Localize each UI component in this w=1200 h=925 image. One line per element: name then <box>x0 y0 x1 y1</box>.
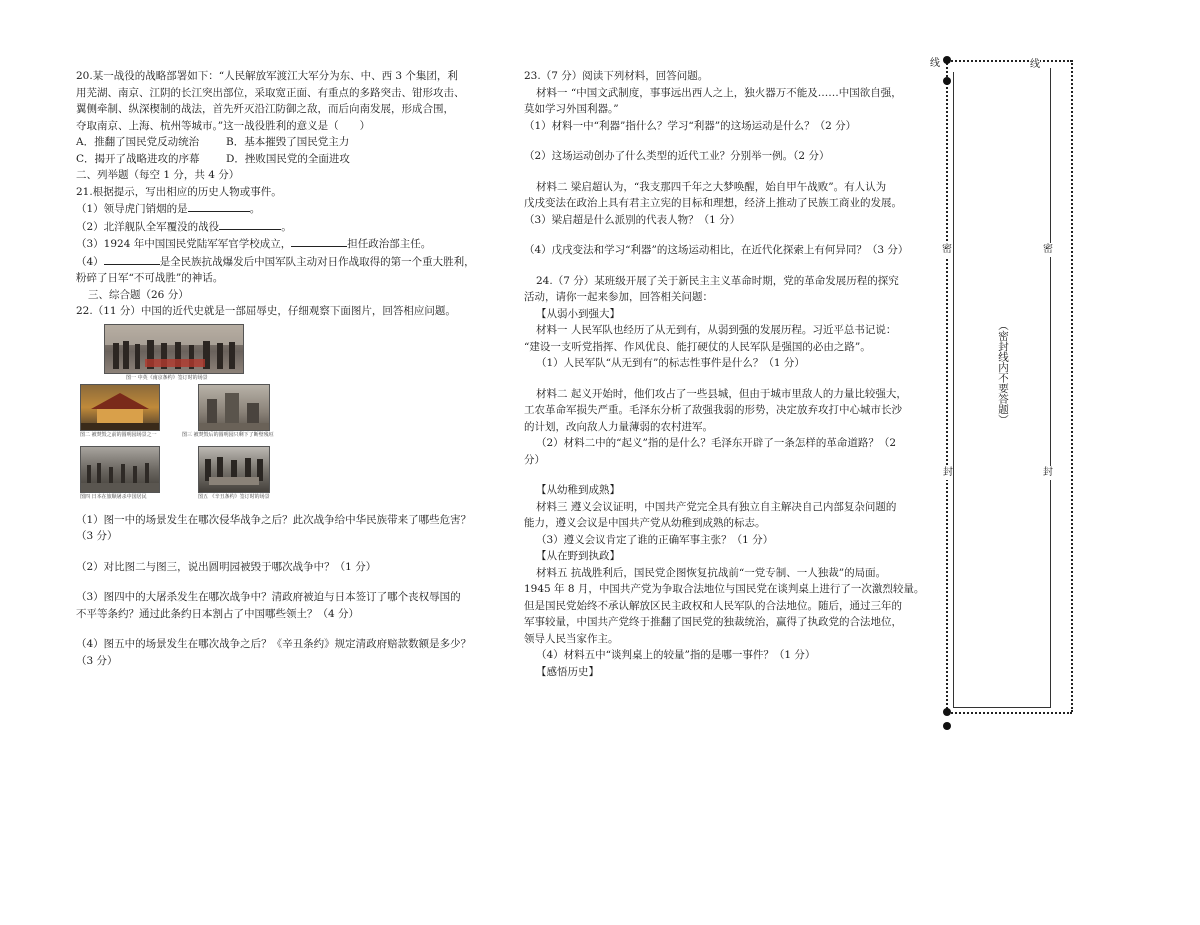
figure-2-caption: 图二 被焚毁之前的圆明园场景之一 <box>80 431 157 438</box>
figure-4 <box>80 446 178 501</box>
figure-1-caption: 图一 中英《南京条约》签订时的场景 <box>126 374 208 381</box>
q23-material-2-line-1: 材料二 梁启超认为，“我支那四千年之大梦唤醒，始自甲午战败”。有人认为 <box>536 180 887 193</box>
q20-option-d: D．挫败国民党的全面进攻 <box>226 152 350 165</box>
q24-subq-1: （1）人民军队“从无到有”的标志性事件是什么？（1 分） <box>536 357 805 369</box>
q22-subq-2: （2）对比图二与图三，说出圆明园被毁于哪次战争中？（1 分） <box>76 560 377 573</box>
q24-heading-3: 【从在野到执政】 <box>536 550 620 562</box>
q21-item-4: （4） 是全民族抗战爆发后中国军队主动对日作战取得的第一个重大胜利， <box>76 253 494 271</box>
figure-5-caption: 图五 《辛丑条约》签订时的场景 <box>198 493 270 500</box>
q23-material-1-line-2: 莫如学习外国利器。” <box>524 103 619 115</box>
q23-subq-1: （1）材料一中“利器”指什么？学习“利器”的这场运动是什么？（2 分） <box>524 119 857 132</box>
mark-mi-right: 密 <box>1043 244 1053 255</box>
q23-subq-2: （2）这场运动创办了什么类型的近代工业？分别举一例。（2 分） <box>524 150 830 162</box>
q24-heading-4: 【感悟历史】 <box>536 665 599 678</box>
answer-space <box>76 575 494 589</box>
answer-space <box>524 134 934 148</box>
mark-mi-left: 密 <box>942 244 952 255</box>
q23-material-1-line-1: 材料一 “中国文武制度，事事远出西人之上，独火器万不能及……中国欲自强， <box>536 86 902 99</box>
q20-line-1: 20.某一战役的战略部署如下：“人民解放军渡江大军分为东、中、西 3 个集团，利 <box>76 70 458 82</box>
q24-subq-3: （3）遵义会议肯定了谁的正确军事主张？（1 分） <box>536 533 774 546</box>
palace-ruins-photo <box>199 385 269 430</box>
right-column <box>524 68 934 680</box>
figure-5 <box>182 446 294 501</box>
answer-space <box>524 259 934 273</box>
q20-option-c: C．揭开了战略进攻的序幕 <box>76 152 200 165</box>
q23-subq-3: （3）梁启超是什么派别的代表人物？（1 分） <box>524 213 741 226</box>
answer-space <box>524 165 934 179</box>
q24-heading-1: 【从弱小到强大】 <box>536 307 620 320</box>
q21-stem: 21.根据提示，写出相应的历史人物或事件。 <box>76 185 282 198</box>
mark-feng-right: 封 <box>1043 467 1053 478</box>
q24-material-2-line-3: 的计划，改向敌人力量薄弱的农村进军。 <box>524 420 713 433</box>
q24-material-1-line-1: 材料一 人民军队也经历了从无到有，从弱到强的发展历程。习近平总书记说： <box>536 324 897 336</box>
q23-subq-4: （4）戊戌变法和学习“利器”的这场运动相比，在近代化探索上有何异同？（3 分） <box>524 244 909 256</box>
figure-4-photo <box>80 446 160 493</box>
question-22 <box>76 303 494 669</box>
q24-material-2-line-2: 工农革命军损失严重。毛泽东分析了敌强我弱的形势，决定放弃攻打中心城市长沙 <box>524 404 902 416</box>
answer-space <box>524 468 934 482</box>
q20-line-3: 翼侧牵制、纵深楔制的战法，首先歼灭沿江防御之敌，而后向南发展，形成合围， <box>76 103 454 115</box>
binding-hole-top <box>943 56 951 64</box>
q24-material-3-line-1: 材料三 遵义会议证明，中国共产党完全具有独立自主解决自己内部复杂问题的 <box>536 500 897 513</box>
q21-item-4-cont: 粉碎了日军“不可战胜”的神话。 <box>76 272 224 284</box>
q20-option-a: A．推翻了国民党反动统治 <box>76 136 200 148</box>
question-20 <box>76 68 494 167</box>
seal-line-note: （密封线内不要答题） <box>997 320 1009 425</box>
lushun-massacre-photo <box>81 447 159 492</box>
answer-blank[interactable] <box>219 218 281 230</box>
figure-2 <box>80 384 178 439</box>
q21-item-1: （1）领导虎门销烟的是 。 <box>76 200 494 218</box>
q24-material-5-line-2: 1945 年 8 月，中国共产党为争取合法地位与国民党在谈判桌上进行了一次激烈较量。 <box>524 583 925 595</box>
question-23 <box>524 68 934 259</box>
q24-subq-2-line-2: 分） <box>524 453 545 466</box>
question-21 <box>76 184 494 287</box>
q22-subq-4-line-2: （3 分） <box>76 654 118 667</box>
figure-1 <box>104 324 244 382</box>
section-3-title: 三、综合题（26 分） <box>88 288 189 301</box>
binding-dotted-line-bottom <box>948 712 1072 714</box>
q20-line-2: 用芜湖、南京、江阴的长江突出部位，采取宽正面、有重点的多路突击、钳形攻击、 <box>76 86 465 99</box>
binding-dotted-line-right <box>1071 60 1073 712</box>
q22-subq-3-line-1: （3）图四中的大屠杀发生在哪次战争中？清政府被迫与日本签订了哪个丧权辱国的 <box>76 591 461 603</box>
treaty-signing-photo <box>105 325 243 373</box>
figure-5-photo <box>198 446 270 493</box>
boxer-protocol-signing-photo <box>199 447 269 492</box>
mark-feng-left: 封 <box>943 467 953 478</box>
q24-material-2-line-1: 材料二 起义开始时，他们攻占了一些县城，但由于城市里敌人的力量比较强大， <box>536 387 907 400</box>
answer-space <box>524 228 934 242</box>
left-column <box>76 68 494 669</box>
answer-space <box>524 372 934 386</box>
answer-blank[interactable] <box>188 200 250 212</box>
binding-hole <box>943 722 951 730</box>
figure-4-caption: 图四 日本在旅顺屠杀中国居民 <box>80 493 147 500</box>
figure-3-photo <box>198 384 270 431</box>
answer-blank[interactable] <box>104 253 160 265</box>
q24-material-5-line-1: 材料五 抗战胜利后，国民党企图恢复抗战前“一党专制、一人独裁”的局面。 <box>536 566 887 579</box>
binding-dotted-line-top <box>948 60 1072 62</box>
figure-1-photo <box>104 324 244 374</box>
q20-options-row-2 <box>76 151 494 168</box>
q20-line-4: 夺取南京、上海、杭州等城市。”这一战役胜利的意义是（ ） <box>76 119 371 132</box>
q22-stem: 22.（11 分）中国的近代史就是一部屈辱史，仔细观察下面图片，回答相应问题。 <box>76 305 456 317</box>
q22-subq-4-line-1: （4）图五中的场景发生在哪次战争之后？《辛丑条约》规定清政府赔款数额是多少？ <box>76 638 472 650</box>
seal-line-bottom <box>953 707 1051 708</box>
q20-options-row-1 <box>76 134 494 151</box>
question-24 <box>524 273 934 681</box>
q24-stem-line-1: 24.（7 分）某班级开展了关于新民主主义革命时期，党的革命发展历程的探究 <box>536 274 899 287</box>
q24-material-3-line-2: 能力，遵义会议是中国共产党从幼稚到成熟的标志。 <box>524 517 766 529</box>
section-2-title: 二、列举题（每空 1 分，共 4 分） <box>76 169 240 181</box>
mark-xian-right: 线 <box>1030 59 1040 70</box>
q22-subq-1-line-1: （1）图一中的场景发生在哪次侵华战争之后？此次战争给中华民族带来了哪些危害？ <box>76 513 472 526</box>
q22-subq-1-line-2: （3 分） <box>76 530 118 542</box>
binding-hole-bottom <box>943 708 951 716</box>
q21-item-2: （2）北洋舰队全军覆没的战役 。 <box>76 218 494 236</box>
q20-option-b: B．基本摧毁了国民党主力 <box>226 136 350 148</box>
seal-line-outer <box>1050 68 1051 708</box>
q23-stem: 23.（7 分）阅读下列材料，回答问题。 <box>524 70 709 82</box>
q24-material-1-line-2: “建设一支听党指挥、作风优良、能打硬仗的人民军队是强国的必由之路”。 <box>524 340 871 353</box>
seal-line-inner <box>953 72 954 707</box>
figure-3-caption: 图三 被焚毁后的圆明园只剩下了断壁残垣 <box>182 431 274 438</box>
q23-material-2-line-2: 戊戌变法在政治上具有君主立宪的目标和理想，经济上推动了民族工商业的发展。 <box>524 197 902 209</box>
answer-space <box>76 545 494 559</box>
binding-hole <box>943 77 951 85</box>
q21-item-3: （3）1924 年中国国民党陆军军官学校成立， 担任政治部主任。 <box>76 235 494 253</box>
answer-space <box>76 622 494 636</box>
q22-subq-3-line-2: 不平等条约？通过此条约日本割占了中国哪些领土？（4 分） <box>76 607 360 620</box>
figure-3 <box>182 384 294 439</box>
q22-figures <box>76 322 494 508</box>
q24-subq-4: （4）材料五中“谈判桌上的较量”指的是哪一事件？（1 分） <box>536 649 816 661</box>
binding-dotted-line-left <box>946 60 948 712</box>
old-summer-palace-painting <box>81 385 159 430</box>
q24-material-5-line-5: 领导人民当家作主。 <box>524 632 619 645</box>
q24-material-5-line-3: 但是国民党始终不承认解放区民主政权和人民军队的合法地位。随后，通过三年的 <box>524 599 902 612</box>
figure-2-photo <box>80 384 160 431</box>
q24-material-5-line-4: 军事较量，中国共产党终于推翻了国民党的独裁统治，赢得了执政党的合法地位， <box>524 616 902 628</box>
q24-subq-2-line-1: （2）材料二中的“起义”指的是什么？毛泽东开辟了一条怎样的革命道路？（2 <box>536 437 897 449</box>
mark-xian-left: 线 <box>930 58 940 69</box>
answer-blank[interactable] <box>291 235 347 247</box>
q24-stem-line-2: 活动，请你一起来参加，回答相关问题： <box>524 291 713 303</box>
q24-heading-2: 【从幼稚到成熟】 <box>536 484 620 496</box>
